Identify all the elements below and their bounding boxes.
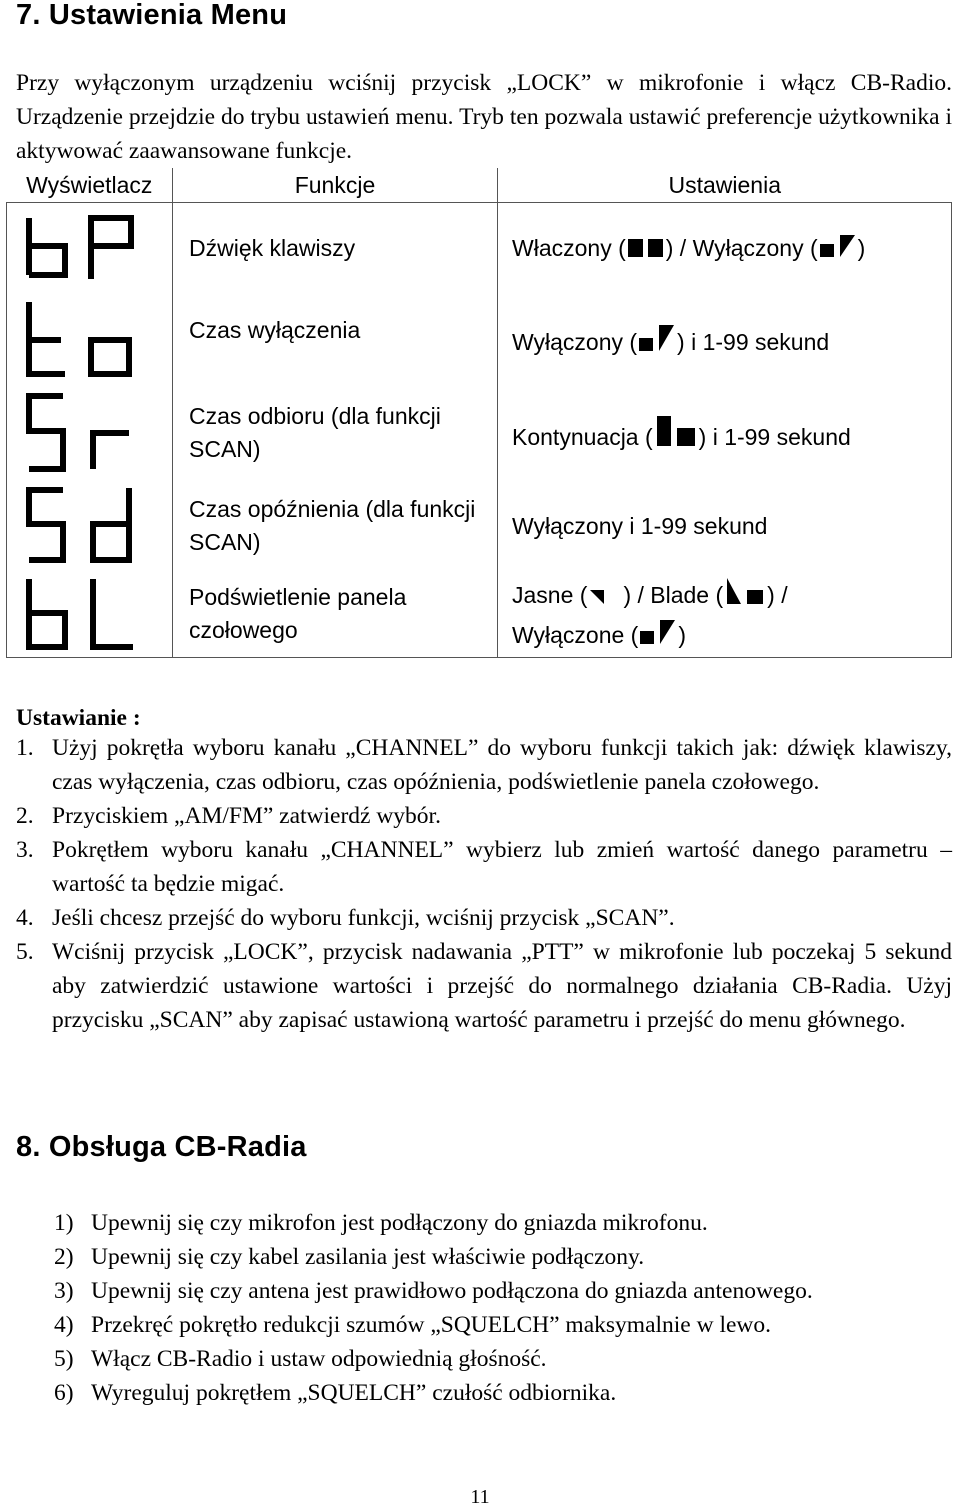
list-item: 2. Przyciskiem „AM/FM” zatwierdź wybór.: [16, 803, 441, 829]
header-functions: Funkcje: [173, 168, 498, 203]
lcd-of-icon: [818, 233, 858, 259]
function-cell: Podświetlenie panela czołowego: [173, 572, 498, 658]
table-row: [7, 203, 952, 294]
list-item: 4) Przekręć pokrętło redukcji szumów „SQUELCH” maksymalnie w lewo.: [54, 1312, 772, 1338]
list-item: 3. Pokrętłem wyboru kanału „CHANNEL” wybierz lub zmień wartość danego parametru – wartość ta będzie migać.: [16, 837, 952, 897]
list-item: 1) Upewnij się czy mikrofon jest podłączony do gniazda mikrofonu.: [54, 1210, 708, 1236]
lcd-co-icon: [653, 414, 699, 448]
menu-settings-table: [6, 168, 952, 658]
table-row: [7, 386, 952, 480]
settings-cell: Wyłączony ( ) i 1-99 sekund: [498, 294, 952, 386]
list-item: 5) Włącz CB-Radio i ustaw odpowiednią głośność.: [54, 1346, 547, 1372]
list-item: 5. Wciśnij przycisk „LOCK”, przycisk nadawania „PTT” w mikrofonie lub poczekaj 5 sekund aby zatwierdzić ustawione wartości i przejść do normalnego działania CB-Radia. Użyj przycisku „SCAN” aby zapisać ustawioną wartość parametru i przejść do menu głównego.: [16, 939, 952, 1033]
function-cell: Czas opóźnienia (dla funkcji SCAN): [173, 480, 498, 572]
function-cell: Czas wyłączenia: [173, 294, 498, 386]
table-row: [7, 294, 952, 386]
setting-steps: [16, 731, 952, 1037]
list-item: 4. Jeśli chcesz przejść do wyboru funkcji, wciśnij przycisk „SCAN”.: [16, 905, 675, 931]
lcd-Sr-icon: [21, 391, 161, 475]
lcd-to-icon: [21, 300, 161, 380]
list-item: 6) Wyreguluj pokrętłem „SQUELCH” czułość odbiornika.: [54, 1380, 617, 1406]
lcd-of-icon: [637, 323, 677, 353]
header-display: Wyświetlacz: [7, 168, 173, 203]
section-7-title: 7. Ustawienia Menu: [16, 0, 288, 31]
function-cell: Czas odbioru (dla funkcji SCAN): [173, 386, 498, 480]
display-cell: [7, 480, 173, 572]
list-item: 3) Upewnij się czy antena jest prawidłowo podłączona do gniazda antenowego.: [54, 1278, 813, 1304]
display-cell: [7, 572, 173, 658]
section-7-intro: Przy wyłączonym urządzeniu wciśnij przycisk „LOCK” w mikrofonie i włącz CB-Radio. Urządzenie przejdzie do trybu ustawień menu. Tryb ten pozwala ustawić preferencje użytkownika i aktywować zaawansowane funkcje.: [16, 70, 952, 164]
cb-radio-steps: [54, 1206, 952, 1410]
lcd-hi-icon: [587, 574, 623, 606]
list-item: 1. Użyj pokrętła wyboru kanału „CHANNEL” do wyboru funkcji takich jak: dźwięk klawiszy, czas wyłączenia, czas odbioru, czas opóźnienia, podświetlenie panela czołowego.: [16, 735, 952, 795]
lcd-Sd-icon: [21, 486, 161, 566]
setting-heading: Ustawianie :: [16, 705, 141, 731]
settings-cell: Właczony ( ) / Wyłączony ( ): [498, 203, 952, 294]
settings-cell: Wyłączony i 1-99 sekund: [498, 480, 952, 572]
lcd-on-icon: [626, 235, 666, 259]
lcd-of-icon: [638, 618, 678, 646]
lcd-bL-icon: [21, 575, 161, 653]
lcd-bP-icon: [21, 213, 161, 283]
display-cell: [7, 386, 173, 480]
page-number: 11: [470, 1486, 490, 1508]
settings-cell: Jasne ( ) / Blade ( ) / Wyłączone ( ): [498, 572, 952, 658]
table-row: [7, 572, 952, 658]
lcd-lo-icon: [723, 576, 767, 606]
function-cell: Dźwięk klawiszy: [173, 203, 498, 294]
header-settings: Ustawienia: [498, 168, 952, 203]
section-8-title: 8. Obsługa CB-Radia: [16, 1131, 307, 1163]
display-cell: [7, 203, 173, 294]
settings-cell: Kontynuacja ( ) i 1-99 sekund: [498, 386, 952, 480]
list-item: 2) Upewnij się czy kabel zasilania jest właściwie podłączony.: [54, 1244, 645, 1270]
table-row: [7, 480, 952, 572]
display-cell: [7, 294, 173, 386]
